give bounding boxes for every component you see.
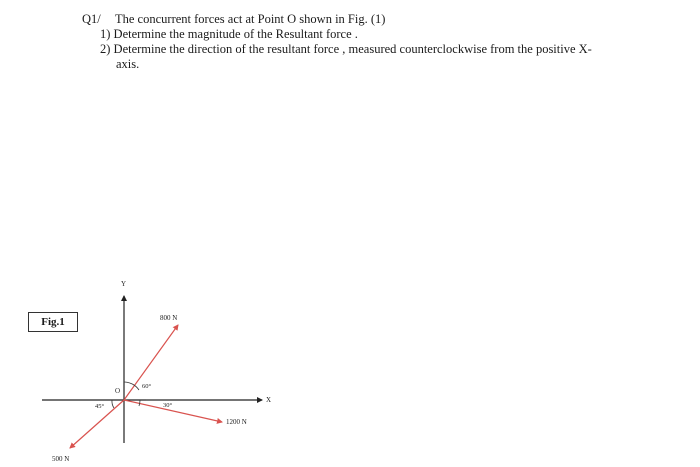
question-item-1: 1) Determine the magnitude of the Resultant force .	[100, 27, 358, 41]
angle-45-arc	[112, 400, 114, 408]
question-item-2-continuation: axis.	[116, 57, 140, 71]
figure-caption: Fig.1	[28, 312, 78, 332]
question-label: Q1/	[82, 12, 101, 26]
origin-label: O	[115, 387, 121, 395]
axis-x-label: X	[266, 396, 272, 404]
question-item-2-text: 2) Determine the direction of the resultant force , measured counterclockwise from the positive X-	[100, 42, 592, 56]
angle-60-label: 60°	[142, 383, 152, 390]
angle-45-label: 45°	[95, 403, 105, 410]
angle-30-label: 30°	[163, 402, 173, 409]
force-1200-label: 1200 N	[226, 418, 247, 426]
axis-y-label: Y	[121, 280, 127, 288]
force-800-label: 800 N	[160, 314, 178, 322]
force-1200-arrow	[124, 400, 222, 422]
question-intro: The concurrent forces act at Point O shown in Fig. (1)	[115, 12, 386, 26]
force-500-label: 500 N	[52, 455, 70, 463]
